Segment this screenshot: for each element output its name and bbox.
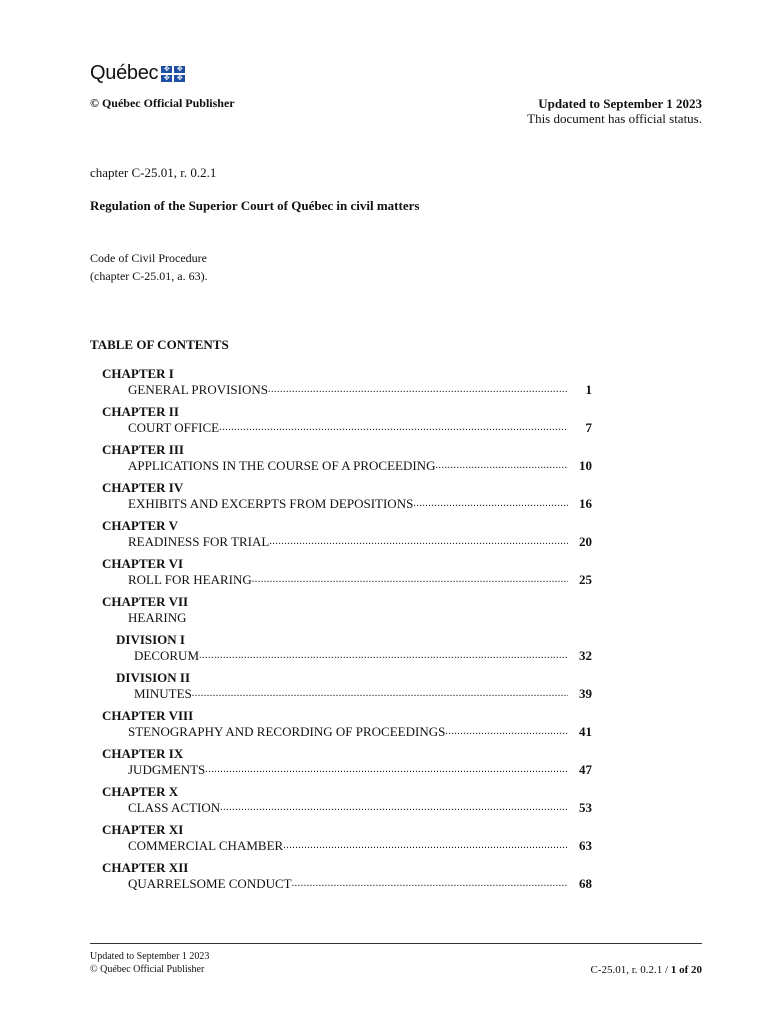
toc-chapter-label: CHAPTER I — [102, 366, 174, 381]
toc-chapter-title: STENOGRAPHY AND RECORDING OF PROCEEDINGS — [128, 724, 446, 739]
toc-entry[interactable] — [102, 556, 592, 588]
toc-page-number: 39 — [579, 686, 592, 701]
footer-page-info — [590, 964, 702, 976]
toc-chapter-label: CHAPTER II — [102, 404, 179, 419]
toc-entry[interactable] — [102, 518, 592, 550]
toc-chapter-label: CHAPTER VI — [102, 556, 184, 571]
toc-line[interactable] — [102, 458, 592, 474]
enabling-statute-name: Code of Civil Procedure — [90, 251, 207, 265]
toc-chapter-title: COMMERCIAL CHAMBER — [128, 838, 284, 853]
toc-chapter-label: CHAPTER X — [102, 784, 179, 799]
update-status — [527, 96, 702, 126]
toc-entry[interactable] — [102, 822, 592, 854]
toc-chapter-title: CLASS ACTION — [128, 800, 221, 815]
toc-line[interactable] — [102, 762, 592, 778]
toc-division-title: DECORUM — [134, 648, 200, 663]
footer-divider — [90, 943, 702, 944]
toc-line[interactable] — [102, 496, 592, 512]
footer-reference: C-25.01, r. 0.2.1 / — [590, 964, 669, 976]
dot-leader — [292, 876, 568, 892]
quebec-logo — [90, 62, 185, 85]
toc-chapter-label: CHAPTER VIII — [102, 708, 194, 723]
toc-entry[interactable] — [102, 480, 592, 512]
toc-line[interactable] — [102, 686, 592, 702]
dot-leader — [435, 458, 568, 474]
toc-page-number: 1 — [585, 382, 592, 397]
toc-page-number: 7 — [585, 420, 592, 435]
toc-title: TABLE OF CONTENTS — [90, 337, 229, 352]
toc-line[interactable] — [102, 534, 592, 550]
toc-entry[interactable] — [102, 366, 592, 398]
toc-division-label: DIVISION I — [116, 632, 185, 647]
toc-chapter-title: READINESS FOR TRIAL — [128, 534, 270, 549]
enabling-statute — [90, 249, 208, 285]
toc-entry[interactable] — [102, 708, 592, 740]
dot-leader — [268, 382, 568, 398]
footer-updated: Updated to September 1 2023 — [90, 951, 210, 962]
logo-text: Québec — [90, 62, 159, 84]
toc-page-number: 25 — [579, 572, 592, 587]
toc-entry[interactable] — [102, 594, 592, 702]
toc-line[interactable] — [102, 572, 592, 588]
toc-line[interactable] — [102, 420, 592, 436]
toc-chapter-title: COURT OFFICE — [128, 420, 220, 435]
enabling-statute-ref: (chapter C-25.01, a. 63). — [90, 269, 208, 283]
fleur-de-lis-flag-icon: ✥ ✥ ✥ ✥ — [161, 66, 185, 82]
page-counter: 1 of 20 — [670, 964, 702, 976]
toc-entry[interactable] — [102, 442, 592, 474]
toc-line[interactable] — [102, 382, 592, 398]
toc-entry[interactable] — [102, 746, 592, 778]
toc-page-number: 16 — [579, 496, 592, 511]
toc-chapter-title: JUDGMENTS — [128, 762, 206, 777]
table-of-contents — [102, 366, 592, 898]
dot-leader — [219, 420, 568, 436]
toc-chapter-title: ROLL FOR HEARING — [128, 572, 252, 587]
toc-page-number: 63 — [579, 838, 592, 853]
toc-chapter-label: CHAPTER V — [102, 518, 178, 533]
toc-page-number: 20 — [579, 534, 592, 549]
toc-line[interactable] — [102, 648, 592, 664]
updated-date: Updated to September 1 2023 — [538, 96, 702, 111]
toc-chapter-title: APPLICATIONS IN THE COURSE OF A PROCEEDING — [128, 458, 436, 473]
toc-division[interactable] — [102, 670, 592, 702]
dot-leader — [413, 496, 568, 512]
official-status: This document has official status. — [527, 111, 702, 126]
toc-line[interactable] — [102, 876, 592, 892]
toc-chapter-label: CHAPTER XII — [102, 860, 189, 875]
toc-entry[interactable] — [102, 404, 592, 436]
dot-leader — [220, 800, 568, 816]
toc-line[interactable] — [102, 724, 592, 740]
toc-page-number: 32 — [579, 648, 592, 663]
dot-leader — [205, 762, 568, 778]
toc-page-number: 10 — [579, 458, 592, 473]
footer-publisher: © Québec Official Publisher — [90, 964, 205, 975]
toc-chapter-title: GENERAL PROVISIONS — [128, 382, 268, 397]
toc-chapter-label: CHAPTER IX — [102, 746, 184, 761]
footer-left — [90, 950, 209, 976]
toc-division-title: MINUTES — [134, 686, 192, 701]
dot-leader — [283, 838, 568, 854]
dot-leader — [445, 724, 568, 740]
toc-page-number: 68 — [579, 876, 592, 891]
chapter-reference: chapter C-25.01, r. 0.2.1 — [90, 165, 217, 180]
publisher-label: © Québec Official Publisher — [90, 96, 235, 110]
dot-leader — [269, 534, 568, 550]
toc-chapter-title: EXHIBITS AND EXCERPTS FROM DEPOSITIONS — [128, 496, 414, 511]
dot-leader — [192, 686, 568, 702]
toc-page-number: 47 — [579, 762, 592, 777]
regulation-title: Regulation of the Superior Court of Québec in civil matters — [90, 198, 420, 213]
toc-entry[interactable] — [102, 860, 592, 892]
toc-chapter-label: CHAPTER III — [102, 442, 184, 457]
toc-entry[interactable] — [102, 784, 592, 816]
toc-chapter-title: QUARRELSOME CONDUCT — [128, 876, 292, 891]
toc-page-number: 41 — [579, 724, 592, 739]
toc-chapter-title: HEARING — [128, 610, 187, 625]
toc-line[interactable] — [102, 838, 592, 854]
toc-division[interactable] — [102, 632, 592, 664]
toc-page-number: 53 — [579, 800, 592, 815]
dot-leader — [199, 648, 568, 664]
toc-division-label: DIVISION II — [116, 670, 191, 685]
toc-chapter-label: CHAPTER VII — [102, 594, 189, 609]
toc-chapter-label: CHAPTER IV — [102, 480, 184, 495]
dot-leader — [252, 572, 568, 588]
toc-chapter-label: CHAPTER XI — [102, 822, 184, 837]
toc-line[interactable] — [102, 800, 592, 816]
